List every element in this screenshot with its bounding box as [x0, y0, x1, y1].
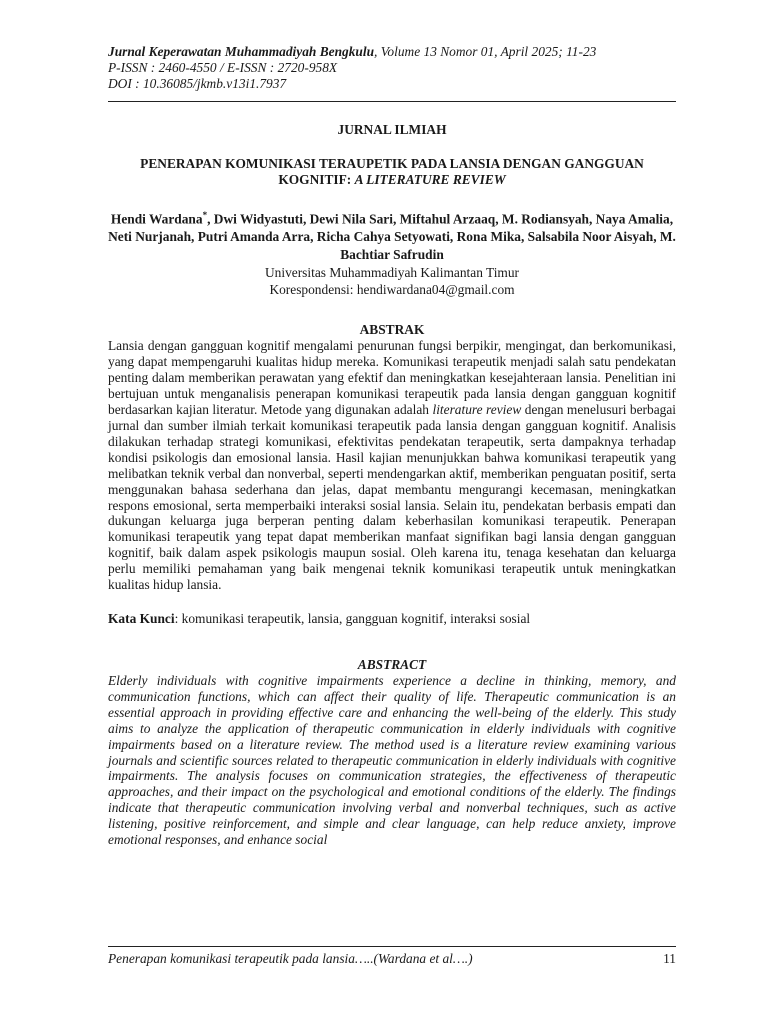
- abstract-body: Elderly individuals with cognitive impairments experience a decline in thinking, memory, and communication functions, which can affect their quality of life. Therapeutic communication is an essential approach in providing effective care and enhancing the well-being of the elderly. This study aims to analyze the application of therapeutic communication in elderly individuals with cognitive impairments based on a literature review. The method used is a literature review examining various journals and scientific sources related to therapeutic communication in elderly individuals with cognitive impairments. The analysis focuses on communication strategies, the effectiveness of therapeutic approaches, and their impact on the psychological and emotional conditions of the elderly. The findings indicate that therapeutic communication involving verbal and nonverbal techniques, such as active listening, positive reinforcement, and simple and clear language, can help reduce anxiety, improve emotional responses, and enhance social: [108, 672, 676, 848]
- article-title-italic: A LITERATURE REVIEW: [354, 172, 506, 187]
- abstrak-text-italic: literature review: [432, 402, 522, 418]
- keywords-line: [108, 611, 676, 627]
- affiliation: Universitas Muhammadiyah Kalimantan Timur: [264, 265, 520, 281]
- first-author: Hendi Wardana: [110, 211, 203, 227]
- page-footer: [108, 946, 676, 967]
- article-type: JURNAL ILMIAH: [337, 122, 447, 137]
- correspondence: Korespondensi: hendiwardana04@gmail.com: [269, 282, 515, 298]
- article-title: [108, 156, 676, 188]
- running-title: Penerapan komunikasi terapeutik pada lansia…..(Wardana et al….): [108, 951, 473, 966]
- journal-page: [108, 44, 676, 848]
- corresponding-author-mark: *: [202, 210, 208, 220]
- journal-name: Jurnal Keperawatan Muhammadiyah Bengkulu: [108, 44, 375, 59]
- keywords-list: : komunikasi terapeutik, lansia, gangguan kognitif, interaksi sosial: [174, 610, 531, 626]
- abstrak-text-part-1: Lansia dengan gangguan kognitif mengalami penurunan fungsi berpikir, mengingat, dan berkomunikasi, yang dapat mempengaruhi kualitas hidup mereka. Komunikasi terapeutik menjadi salah satu pendekatan penting dalam memberikan perawatan yang efektif dan meningkatkan kesejahteraan lansia. Penelitian ini bertujuan untuk menganalisis penerapan komunikasi terapeutik pada lansia dengan gangguan kognitif berdasarkan kajian literatur. Metode yang digunakan adalah: [108, 338, 676, 418]
- journal-header: [108, 44, 676, 92]
- doi-line: DOI : 10.36085/jkmb.v13i1.7937: [108, 76, 287, 91]
- abstrak-body: [108, 338, 676, 593]
- issn-line: P-ISSN : 2460-4550 / E-ISSN : 2720-958X: [108, 60, 338, 75]
- abstrak-text-part-2: dengan menelusuri berbagai jurnal dan sumber ilmiah terkait komunikasi terapeutik pada lansia dengan gangguan kognitif. Analisis dilakukan terhadap strategi komunikasi, efektivitas pendekatan terapeutik, serta dampaknya terhadap kondisi psikologis dan emosional lansia. Hasil kajian menunjukkan bahwa komunikasi terapeutik yang melibatkan teknik verbal dan nonverbal, seperti mendengarkan aktif, memberikan penguatan positif, serta menggunakan bahasa sederhana dan jelas, dapat membantu mengurangi kecemasan, meningkatkan respons emosional, serta memperbaiki interaksi sosial lansia. Selain itu, pendekatan berbasis empati dan dukungan keluarga juga berperan penting dalam keberhasilan komunikasi terapeutik. Penerapan komunikasi terapeutik yang tepat dapat memberikan manfaat signifikan bagi lansia dengan gangguan kognitif, baik dalam aspek psikologis maupun sosial. Oleh karena itu, tenaga kesehatan dan keluarga perlu memiliki pemahaman yang baik mengenai teknik komunikasi terapeutik untuk meningkatkan kualitas hidup lansia.: [108, 402, 676, 593]
- abstrak-heading: ABSTRAK: [359, 322, 425, 338]
- abstract-heading: ABSTRACT: [357, 656, 427, 672]
- journal-citation-line: [108, 44, 676, 60]
- other-authors: , Dwi Widyastuti, Dewi Nila Sari, Miftahul Arzaaq, M. Rodiansyah, Naya Amalia, Neti Nurjanah, Putri Amanda Arra, Richa Cahya Setyowati, Rona Mika, Salsabila Noor Aisyah, M. Bachtiar Safrudin: [108, 211, 676, 263]
- article-title-main: PENERAPAN KOMUNIKASI TERAUPETIK PADA LANSIA DENGAN GANGGUAN KOGNITIF:: [140, 156, 644, 187]
- keywords-label: Kata Kunci: [108, 610, 175, 626]
- journal-issue: , Volume 13 Nomor 01, April 2025; 11-23: [374, 44, 597, 59]
- header-rule: [108, 101, 676, 102]
- page-number: 11: [663, 951, 676, 966]
- author-list: [108, 206, 676, 264]
